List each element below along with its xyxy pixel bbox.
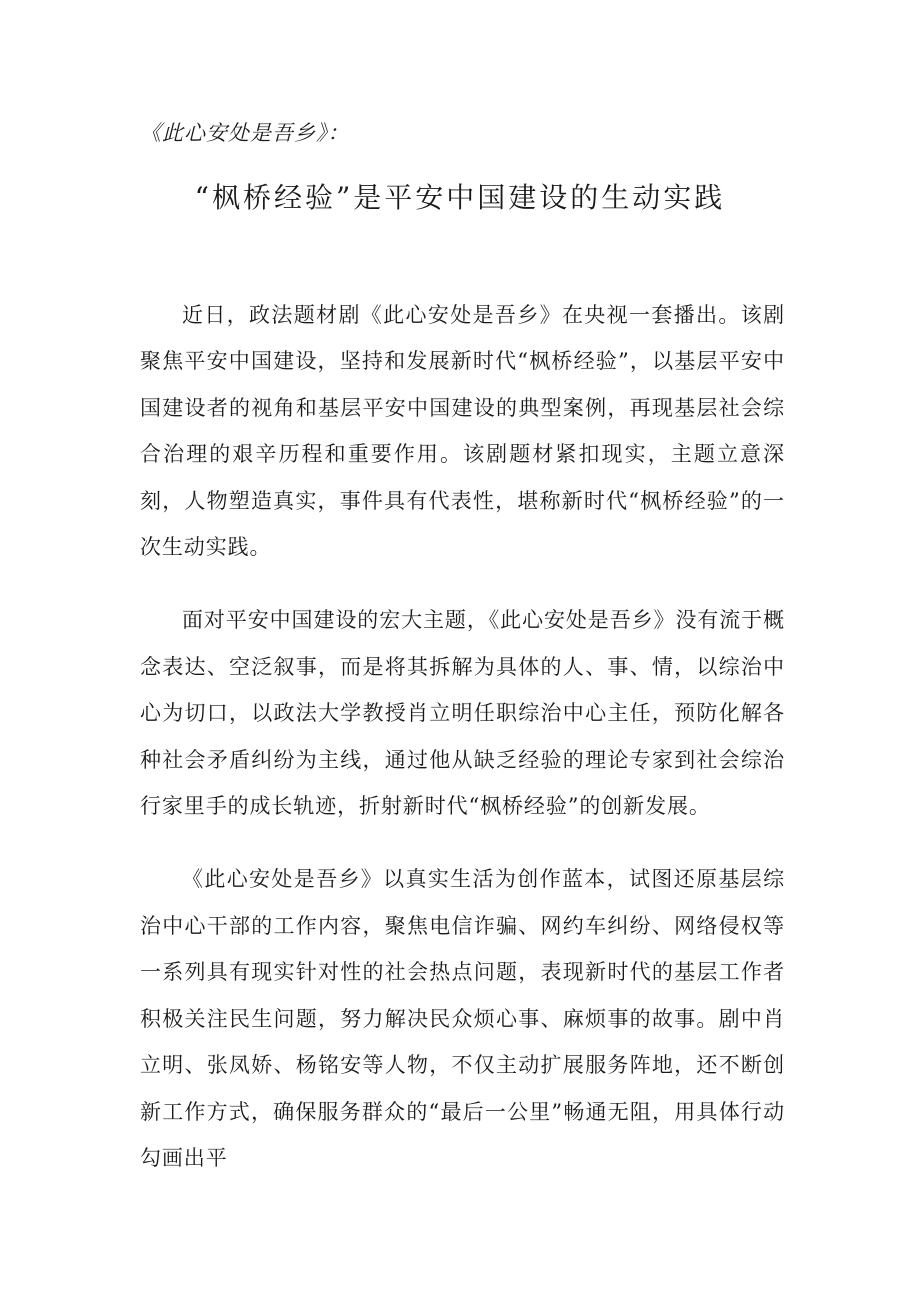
paragraph-2: 面对平安中国建设的宏大主题，《此心安处是吾乡》没有流于概念表达、空泛叙事，而是将其拆解为具体的人、事、情，以综治中心为切口，以政法大学教授肖立明任职综治中心主任，预防化解各种社会矛盾纠纷为主线，通过他从缺乏经验的理论专家到社会综治行家里手的成长轨迹，折射新时代“枫桥经验”的创新发展。 [140, 608, 785, 819]
paragraph-3: 《此心安处是吾乡》以真实生活为创作蓝本，试图还原基层综治中心干部的工作内容，聚焦电信诈骗、网约车纠纷、网络侵权等一系列具有现实针对性的社会热点问题，表现新时代的基层工作者积极关注民生问题，努力解决民众烦心事、麻烦事的故事。剧中肖立明、张凤娇、杨铭安等人物，不仅主动扩展服务阵地，还不断创新工作方式，确保服务群众的“最后一公里”畅通无阻，用具体行动勾画出平 [140, 867, 785, 1170]
document-body [140, 292, 785, 1208]
document-title: “枫桥经验”是平安中国建设的生动实践 [194, 181, 726, 214]
paragraph-1: 近日，政法题材剧《此心安处是吾乡》在央视一套播出。该剧聚焦平安中国建设，坚持和发展新时代“枫桥经验”，以基层平安中国建设者的视角和基层平安中国建设的典型案例，再现基层社会综合治理的艰辛历程和重要作用。该剧题材紧扣现实，主题立意深刻，人物塑造真实，事件具有代表性，堪称新时代“枫桥经验”的一次生动实践。 [140, 303, 785, 560]
document-subtitle: 《此心安处是吾乡》： [140, 121, 350, 145]
